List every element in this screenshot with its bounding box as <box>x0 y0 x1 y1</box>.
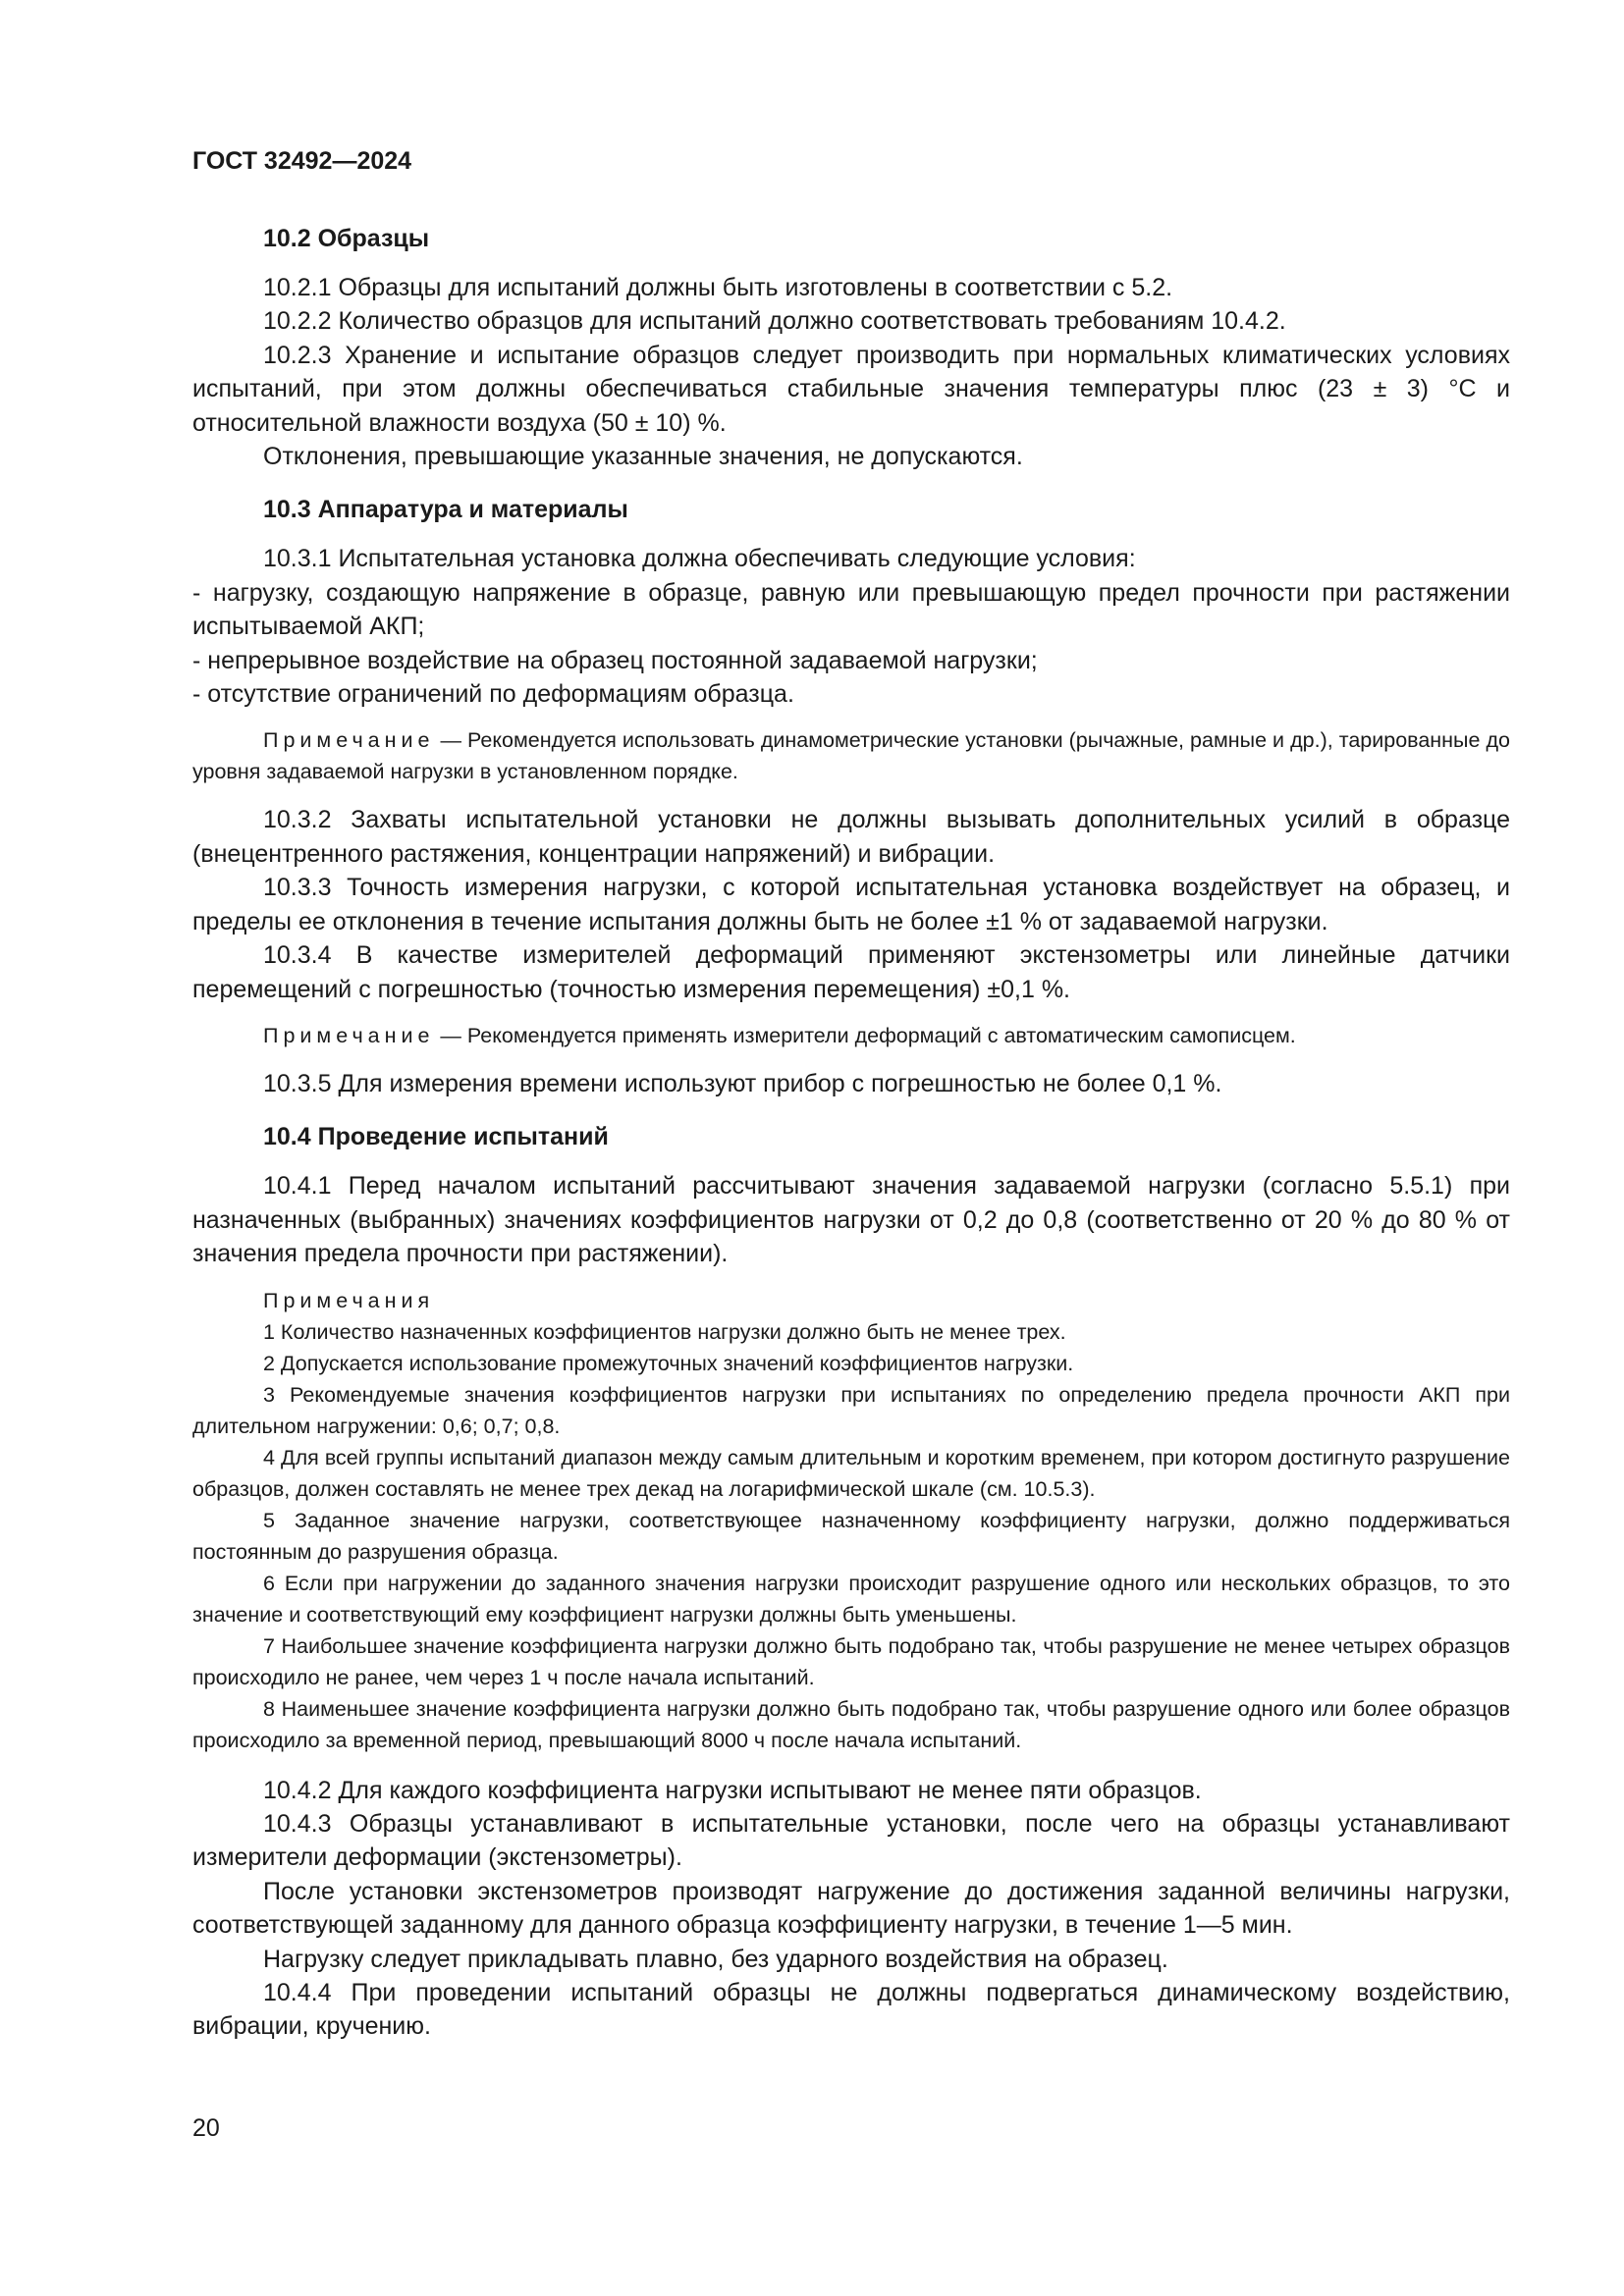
section-10-4 <box>192 1120 1510 2043</box>
paragraph: После установки экстензометров производят нагружение до достижения заданной величины нагрузки, соответствующей заданному для данного образца коэффициенту нагрузки, в течение 1—5 мин. <box>192 1877 1510 1940</box>
note-item: 3 Рекомендуемые значения коэффициентов нагрузки при испытаниях по определению предела прочности АКП при длительном нагружении: 0,6; 0,7; 0,8. <box>192 1382 1510 1438</box>
paragraph: 10.2.1 Образцы для испытаний должны быть изготовлены в соответствии с 5.2. <box>263 274 1173 301</box>
document-code: ГОСТ 32492—2024 <box>192 147 412 175</box>
note-item: 4 Для всей группы испытаний диапазон между самым длительным и коротким временем, при котором достигнуто разрушение образцов, должен составлять не менее трех декад на логарифмической шкале (см. 10.5.3). <box>192 1445 1510 1501</box>
section-10-3 <box>192 493 1510 1100</box>
paragraph: 10.3.5 Для измерения времени используют прибор с погрешностью не более 0,1 %. <box>263 1069 1222 1097</box>
section-10-2 <box>192 222 1510 473</box>
notes-list <box>192 1285 1510 1756</box>
section-title: 10.2 Образцы <box>263 225 430 252</box>
paragraph: 10.4.3 Образцы устанавливают в испытательные установки, после чего на образцы устанавливают измерители деформации (экстензометры). <box>192 1809 1510 1872</box>
note-label: Примечание <box>263 728 435 753</box>
note-item: 7 Наибольшее значение коэффициента нагрузки должно быть подобрано так, чтобы разрушение не менее четырех образцов происходило не ранее, чем через 1 ч после начала испытаний. <box>192 1633 1510 1689</box>
paragraph: 10.2.3 Хранение и испытание образцов следует производить при нормальных климатических условиях испытаний, при этом должны обеспечиваться стабильные значения температуры плюс (23 ± 3) °С и относительной влажности воздуха (50 ± 10) %. <box>192 341 1510 437</box>
list-item: - нагрузку, создающую напряжение в образце, равную или превышающую предел прочности при растяжении испытываемой АКП; <box>192 578 1510 641</box>
paragraph: 10.4.4 При проведении испытаний образцы не должны подвергаться динамическому воздействию, вибрации, кручению. <box>192 1978 1510 2041</box>
paragraph: 10.3.2 Захваты испытательной установки не должны вызывать дополнительных усилий в образце (внецентренного растяжения, концентрации напряжений) и вибрации. <box>192 806 1510 868</box>
paragraph: 10.3.4 В качестве измерителей деформаций применяют экстензометры или линейные датчики перемещений с погрешностью (точностью измерения перемещения) ±0,1 %. <box>192 941 1510 1003</box>
note-label: Примечание <box>263 1023 435 1047</box>
note-text: — Рекомендуется использовать динамометрические установки (рычажные, рамные и др.), тарированные до уровня задаваемой нагрузки в установленном порядке. <box>192 728 1510 784</box>
paragraph: 10.2.2 Количество образцов для испытаний должно соответствовать требованиям 10.4.2. <box>263 307 1286 336</box>
note-item: 5 Заданное значение нагрузки, соответствующее назначенному коэффициенту нагрузки, должно поддерживаться постоянным до разрушения образца. <box>192 1508 1510 1564</box>
note-item: 2 Допускается использование промежуточных значений коэффициентов нагрузки. <box>263 1351 1074 1375</box>
paragraph: 10.4.2 Для каждого коэффициента нагрузки испытывают не менее пяти образцов. <box>263 1776 1202 1804</box>
page-number: 20 <box>192 2114 220 2142</box>
note-item: 8 Наименьшее значение коэффициента нагрузки должно быть подобрано так, чтобы разрушение одного или более образцов происходило за временной период, превышающий 8000 ч после начала испытаний. <box>192 1696 1510 1752</box>
paragraph: 10.4.1 Перед началом испытаний рассчитывают значения задаваемой нагрузки (согласно 5.5.1) при назначенных (выбранных) значениях коэффициентов нагрузки от 0,2 до 0,8 (соответственно от 20 % до 80 % от значения предела прочности при растяжении). <box>192 1172 1510 1268</box>
note-item: 6 Если при нагружении до заданного значения нагрузки происходит разрушение одного или нескольких образцов, то это значение и соответствующий ему коэффициент нагрузки должны быть уменьшены. <box>192 1571 1510 1627</box>
section-title: 10.3 Аппаратура и материалы <box>263 496 628 524</box>
paragraph: 10.3.1 Испытательная установка должна обеспечивать следующие условия: <box>263 545 1136 573</box>
requirements-list <box>192 576 1510 712</box>
list-item: - отсутствие ограничений по деформациям образца. <box>192 680 794 709</box>
list-item: - непрерывное воздействие на образец постоянной задаваемой нагрузки; <box>192 646 1038 674</box>
note-text: — Рекомендуется применять измерители деформаций с автоматическим самописцем. <box>434 1023 1296 1047</box>
paragraph: 10.3.3 Точность измерения нагрузки, с которой испытательная установка воздействует на образец, и пределы ее отклонения в течение испытания должны быть не более ±1 % от задаваемой нагрузки. <box>192 874 1510 935</box>
page-content <box>192 222 1510 2063</box>
paragraph: Нагрузку следует прикладывать плавно, без ударного воздействия на образец. <box>263 1945 1168 1973</box>
note <box>192 1020 1510 1051</box>
note <box>192 724 1510 787</box>
notes-title: Примечания <box>263 1288 435 1312</box>
section-title: 10.4 Проведение испытаний <box>263 1123 609 1151</box>
note-item: 1 Количество назначенных коэффициентов нагрузки должно быть не менее трех. <box>263 1319 1066 1344</box>
paragraph: Отклонения, превышающие указанные значения, не допускаются. <box>263 443 1023 471</box>
